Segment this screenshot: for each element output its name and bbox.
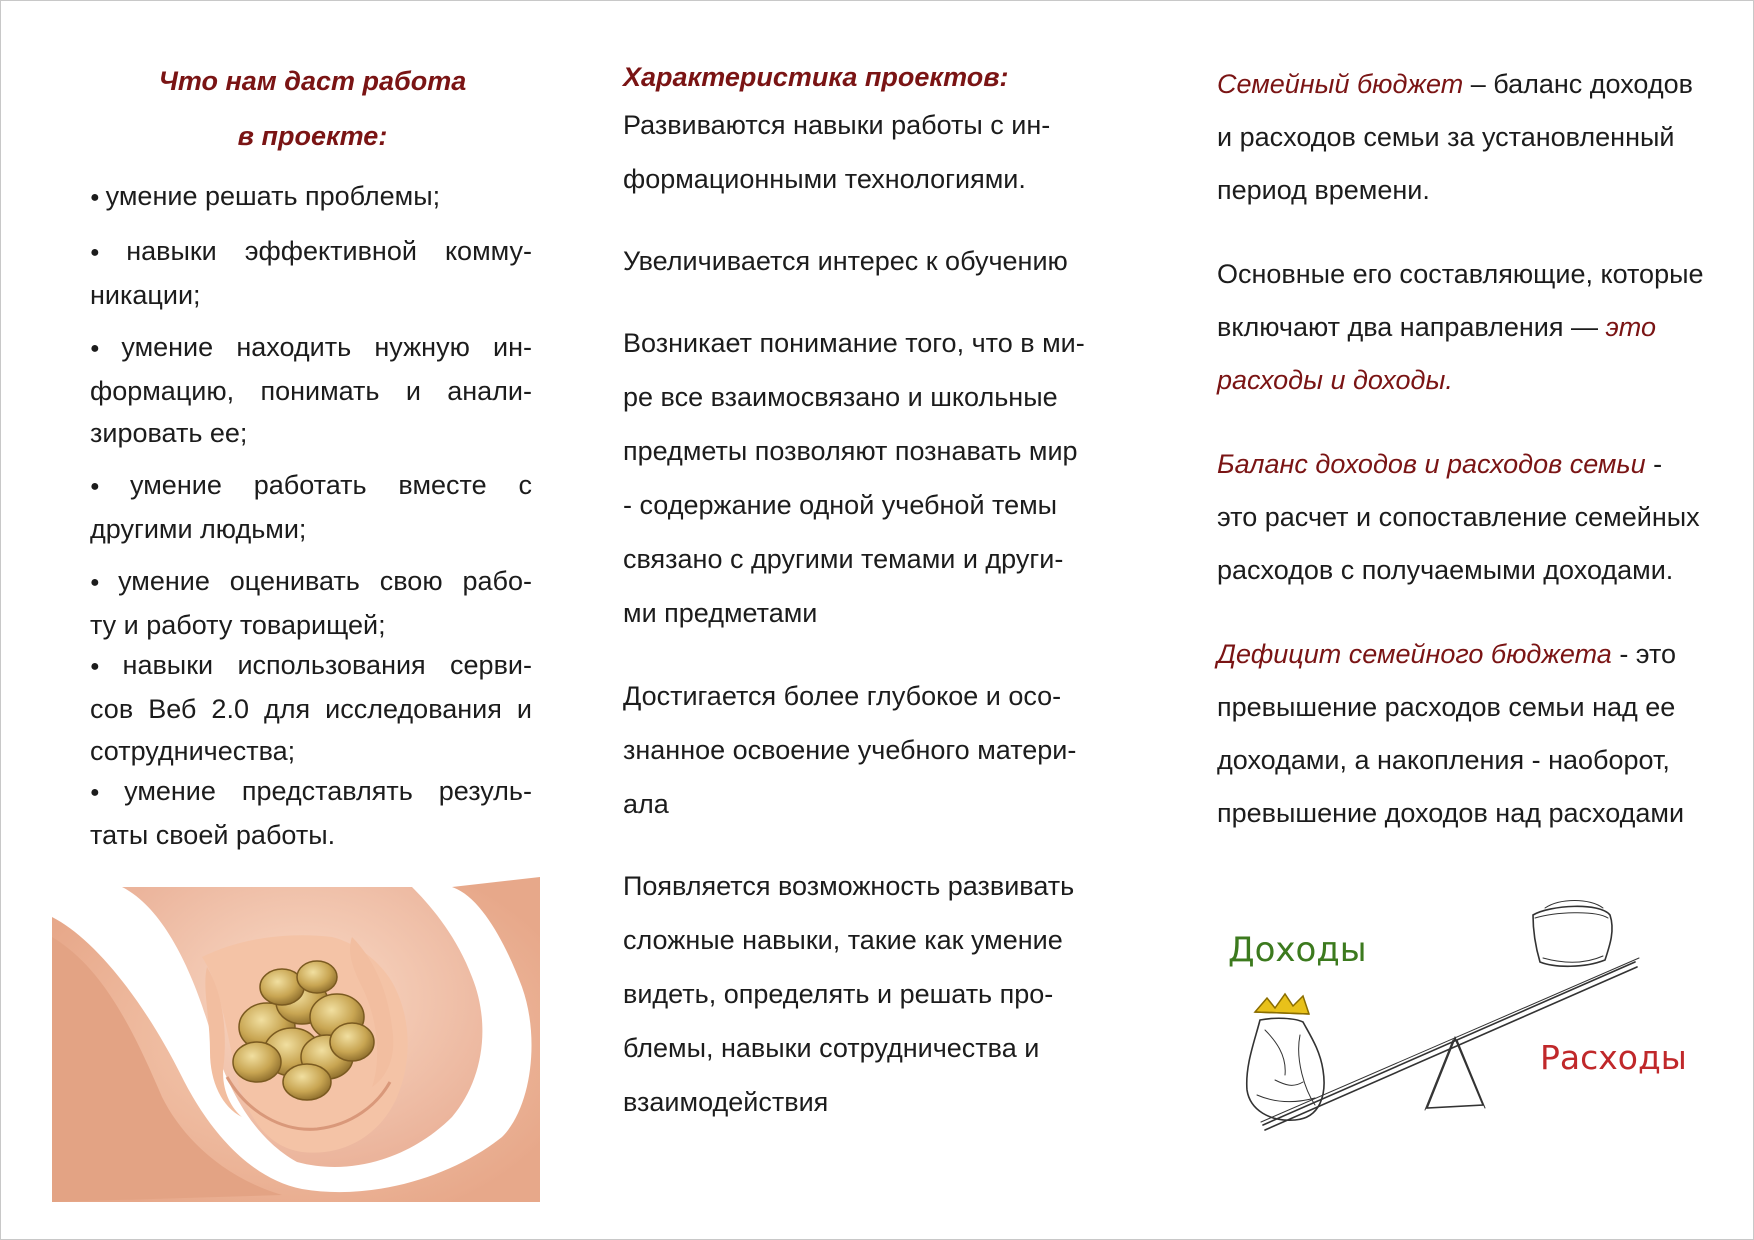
balance-scale-illustration <box>1215 890 1710 1140</box>
benefit-line: умение работать вместе с <box>130 470 532 500</box>
paragraph-line: Достигается более глубокое и осо- <box>623 681 1062 711</box>
benefit-line: умение находить нужную ин- <box>121 332 532 362</box>
benefit-line: навыки эффективной комму- <box>126 236 532 266</box>
definition-text: превышение расходов семьи над ее <box>1217 692 1676 722</box>
characteristic-paragraph <box>623 859 1143 1129</box>
bullet-icon: ● <box>90 573 113 591</box>
benefit-line: навыки использования серви- <box>122 650 532 680</box>
benefit-line: формацию, понимать и анали- <box>90 375 532 406</box>
benefit-item <box>90 560 532 646</box>
characteristic-paragraph <box>623 669 1143 831</box>
paragraph-line: предметы позволяют познавать мир <box>623 436 1078 466</box>
paragraph-line: Увеличивается интерес к обучению <box>623 246 1068 276</box>
characteristic-paragraph <box>623 234 1143 288</box>
term-family-budget: Семейный бюджет <box>1217 69 1464 99</box>
benefits-heading-line1: Что нам даст работа <box>158 66 467 96</box>
budget-components <box>1217 248 1747 407</box>
hands-illustration <box>52 877 540 1202</box>
balance-definition <box>1217 438 1747 597</box>
benefit-item <box>90 464 532 550</box>
definition-text: доходами, а накопления - наоборот, <box>1217 745 1670 775</box>
paragraph-line: - содержание одной учебной темы <box>623 490 1058 520</box>
definition-text: - <box>1645 449 1663 479</box>
benefit-item <box>90 230 532 316</box>
paragraph-line: Появляется возможность развивать <box>623 871 1075 901</box>
characteristic-paragraph <box>623 316 1143 640</box>
budget-definition <box>1217 58 1747 217</box>
definition-text: это расчет и сопоставление семейных <box>1217 502 1700 532</box>
benefit-line: умение решать проблемы; <box>105 181 441 211</box>
benefit-line: зировать ее; <box>90 417 248 448</box>
deficit-definition <box>1217 628 1747 840</box>
paragraph-line: связано с другими темами и други- <box>623 544 1064 574</box>
definition-text: расходов с получаемыми доходами. <box>1217 555 1674 585</box>
benefit-line: сотрудничества; <box>90 735 296 766</box>
benefit-line: никации; <box>90 279 201 310</box>
term-balance: Баланс доходов и расходов семьи <box>1217 449 1646 479</box>
paragraph-line: ми предметами <box>623 598 818 628</box>
characteristics-heading: Характеристика проектов: <box>623 62 1009 92</box>
paragraph-line: видеть, определять и решать про- <box>623 979 1054 1009</box>
definition-text: Основные его составляющие, которые <box>1217 259 1704 289</box>
definition-text: и расходов семьи за установленный <box>1217 122 1675 152</box>
paragraph-line: ре все взаимосвязано и школьные <box>623 382 1058 412</box>
paragraph-line: Возникает понимание того, что в ми- <box>623 328 1085 358</box>
definition-text: включают два направления — <box>1217 312 1606 342</box>
benefit-item <box>90 644 532 772</box>
bullet-icon: ● <box>90 477 125 495</box>
scale-expense-label: Расходы <box>1540 1038 1687 1077</box>
definition-emphasis: это <box>1605 312 1656 342</box>
definition-text: - это <box>1611 639 1677 669</box>
benefits-heading-line2: в проекте: <box>237 121 388 151</box>
bullet-icon: ● <box>90 339 116 357</box>
definition-text: период времени. <box>1217 175 1430 205</box>
term-deficit: Дефицит семейного бюджета <box>1217 639 1612 669</box>
paragraph-line: знанное освоение учебного матери- <box>623 735 1077 765</box>
paragraph-line: блемы, навыки сотрудничества и <box>623 1033 1040 1063</box>
definition-emphasis: расходы и доходы. <box>1217 365 1453 395</box>
benefit-line: таты своей работы. <box>90 819 336 850</box>
scale-income-label: Доходы <box>1228 930 1367 970</box>
benefit-item <box>90 770 532 856</box>
benefit-line: умение оценивать свою рабо- <box>118 566 532 596</box>
paragraph-line: Развиваются навыки работы с ин- <box>623 110 1051 140</box>
bullet-icon: ● <box>90 783 119 801</box>
benefit-item <box>90 326 532 454</box>
paragraph-line: сложные навыки, такие как умение <box>623 925 1063 955</box>
definition-text: – баланс доходов <box>1463 69 1693 99</box>
definition-text: превышение доходов над расходами <box>1217 798 1685 828</box>
benefit-line: сов Веб 2.0 для исследования и <box>90 693 532 724</box>
bullet-icon: ● <box>90 657 117 675</box>
paragraph-line: формационными технологиями. <box>623 164 1026 194</box>
paragraph-line: ала <box>623 789 669 819</box>
bullet-icon: ● <box>90 243 121 261</box>
coins-in-hands-image <box>52 877 540 1202</box>
benefit-line: ту и работу товарищей; <box>90 609 386 640</box>
characteristic-paragraph <box>623 98 1143 206</box>
paragraph-line: взаимодействия <box>623 1087 829 1117</box>
bullet-icon: ● <box>90 188 100 206</box>
benefit-item <box>90 175 532 219</box>
benefit-line: другими людьми; <box>90 513 307 544</box>
benefit-line: умение представлять резуль- <box>124 776 532 806</box>
